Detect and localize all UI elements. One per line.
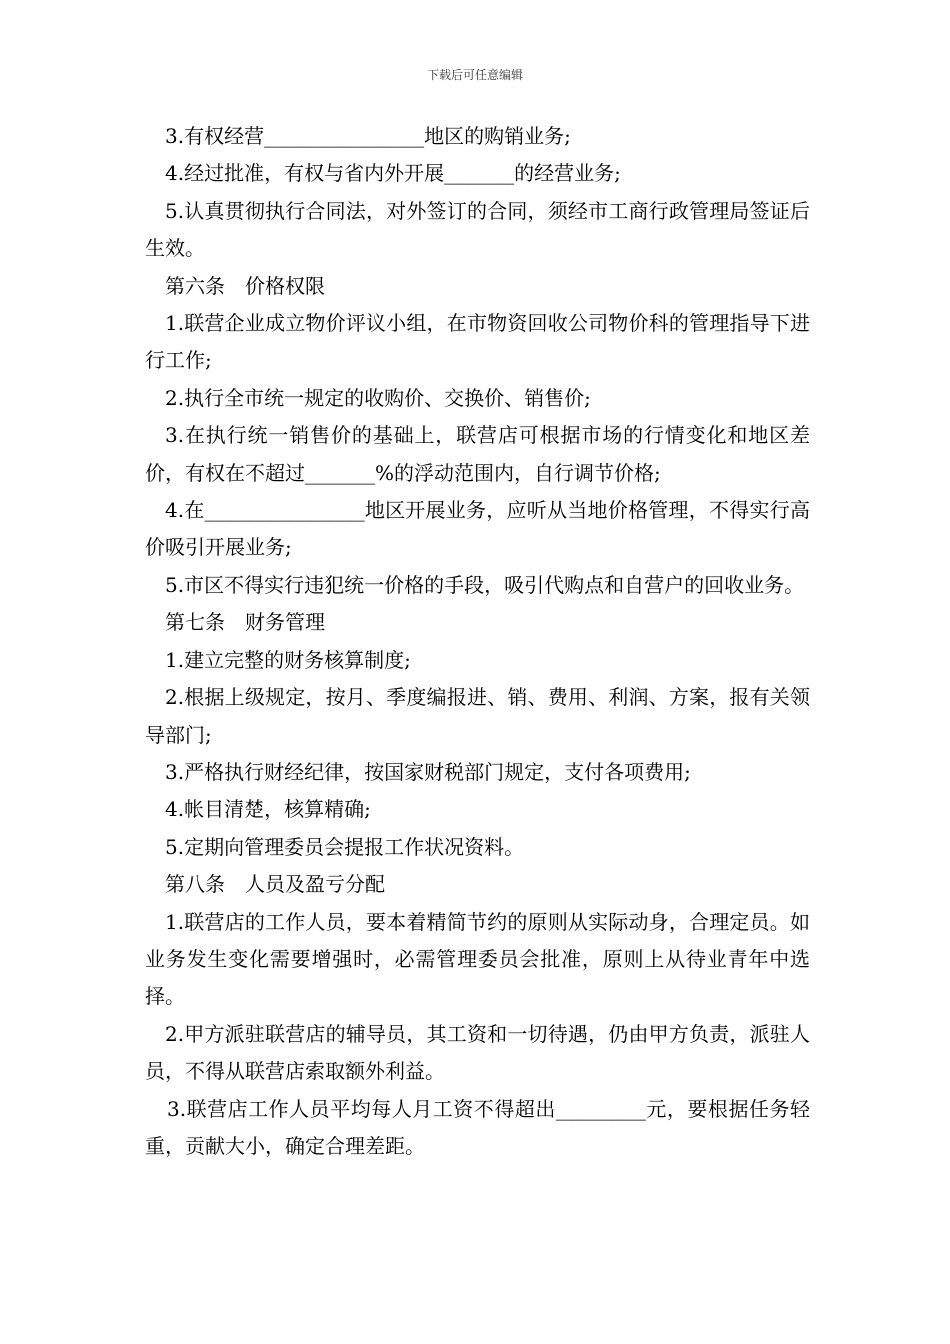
paragraph: 5.认真贯彻执行合同法，对外签订的合同，须经市工商行政管理局签证后生效。 — [145, 198, 810, 261]
paragraph: 1.建立完整的财务核算制度; — [165, 647, 411, 672]
paragraph: 5.定期向管理委员会提报工作状况资料。 — [165, 834, 525, 859]
paragraph: 4.帐目清楚，核算精确; — [165, 797, 371, 822]
paragraph: 1.联营企业成立物价评议小组，在市物资回收公司物价科的管理指导下进行工作; — [145, 311, 810, 373]
paragraph: 3.联营店工作人员平均每人月工资不得超出_________元，要根据任务轻重，贡献大小，确定合理差距。 — [145, 1096, 810, 1158]
page-header: 下载后可任意编辑 — [426, 68, 523, 82]
section-heading: 第八条 人员及盈亏分配 — [165, 872, 385, 897]
paragraph: 4.在________________地区开展业务，应听从当地价格管理，不得实行高价吸引开展业务; — [145, 498, 810, 560]
paragraph: 2.甲方派驻联营店的辅导员，其工资和一切待遇，仍由甲方负责，派驻人员，不得从联营店索取额外利益。 — [145, 1021, 810, 1084]
section-heading: 第七条 财务管理 — [165, 610, 325, 635]
paragraph: 2.执行全市统一规定的收购价、交换价、销售价; — [165, 385, 591, 410]
document-body — [145, 118, 810, 1165]
paragraph: 5.市区不得实行违犯统一价格的手段，吸引代购点和自营户的回收业务。 — [165, 572, 805, 597]
paragraph: 4.经过批准，有权与省内外开展_______的经营业务; — [165, 161, 621, 186]
paragraph: 2.根据上级规定，按月、季度编报进、销、费用、利润、方案，报有关领导部门; — [145, 685, 810, 747]
paragraph: 1.联营店的工作人员，要本着精简节约的原则从实际动身，合理定员。如业务发生变化需要增强时，必需管理委员会批准，原则上从待业青年中选择。 — [145, 909, 810, 1009]
section-heading: 第六条 价格权限 — [165, 273, 325, 298]
paragraph: 3.严格执行财经纪律，按国家财税部门规定，支付各项费用; — [165, 759, 691, 784]
paragraph: 3.在执行统一销售价的基础上，联营店可根据市场的行情变化和地区差价，有权在不超过_______%的浮动范围内，自行调节价格; — [145, 423, 810, 485]
paragraph: 3.有权经营________________地区的购销业务; — [165, 124, 571, 148]
